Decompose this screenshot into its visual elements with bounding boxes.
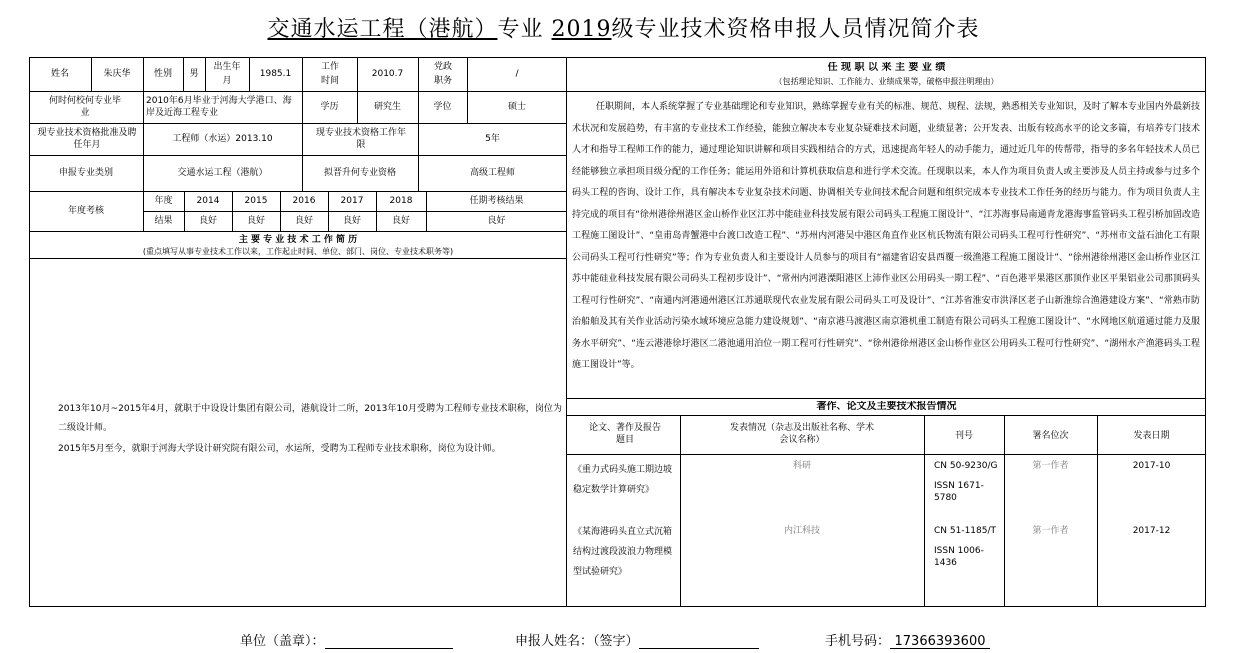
- value-current-years: 5年: [485, 134, 500, 144]
- label-education: 学历: [320, 102, 339, 112]
- phone-value: 17366393600: [890, 634, 990, 649]
- value-party: /: [515, 69, 519, 79]
- pub-header-issn: 刊号: [954, 431, 973, 441]
- label-name: 姓名: [50, 69, 69, 79]
- unit-label: 单位（盖章）：: [240, 634, 325, 649]
- pub-issn-issn: ISSN 1006-1436: [934, 546, 984, 568]
- pub-issn-issn: ISSN 1671-5780: [934, 481, 984, 503]
- phone-label: 手机号码：: [825, 634, 891, 649]
- annual-result: 良好: [391, 216, 410, 226]
- label-birth: 出生年月: [213, 62, 241, 86]
- annual-result: 良好: [246, 216, 265, 226]
- pub-header-journal: 发表情况（杂志及出版社名称、学术会议名称）: [729, 423, 874, 445]
- pub-rank: 第一作者: [1032, 461, 1069, 471]
- work-history-title: 主 要 专 业 技 术 工 作 简 历: [238, 235, 358, 245]
- page-title: [0, 12, 1247, 43]
- pub-paper: 《重力式码头施工期边坡稳定数学计算研究》: [573, 465, 673, 495]
- label-current-years: 现专业技术资格工作年限: [316, 128, 406, 150]
- title-tail: 级专业技术资格申报人员情况简介表: [611, 17, 980, 42]
- value-name: 朱庆华: [103, 69, 131, 79]
- label-party: 党政职务: [433, 62, 452, 86]
- value-term-result: 良好: [487, 216, 506, 226]
- annual-year: 2016: [292, 196, 316, 206]
- work-entry: 2013年10月~2015年4月，就职于中设设计集团有限公司，港航设计二所，2013年10月受聘为工程师专业技术职称，岗位为二级设计师。: [58, 404, 562, 433]
- pub-date: 2017-10: [1132, 461, 1171, 471]
- value-degree: 硕士: [507, 102, 526, 112]
- annual-year: 2014: [196, 196, 220, 206]
- pub-header-rank: 署名位次: [1032, 431, 1069, 441]
- unit-signature-line[interactable]: [325, 634, 453, 649]
- label-gender: 性别: [153, 69, 172, 79]
- value-work-time: 2010.7: [371, 69, 404, 79]
- label-current-title: 现专业技术资格批准及聘任年月: [37, 128, 137, 150]
- performance-title: 任 现 职 以 来 主 要 业 绩: [827, 62, 946, 73]
- value-apply-category: 交通水运工程（港航）: [177, 168, 268, 178]
- title-org: 交通水运工程（港航）: [267, 17, 498, 42]
- footer-applicant: [515, 630, 759, 649]
- performance-paragraph: 任职期间，本人系统掌握了专业基础理论和专业知识，熟练掌握专业有关的标准、规范、规程、法规，熟悉相关专业知识，及时了解本专业国内外最新技术状况和发展趋势，有丰富的专业技术工作经验，能独立解决本专业复杂疑难技术问题，业绩显著；公开发表、出版有较高水平的论文多篇，有培养专门技术人才和指导工程师工作的能力，通过理论知识讲解和项目实践相结合的方式，迅速提高年轻人的动手能力，通过近几年的传帮带，指导的多名年轻技术人员已经能够独立承担项目级分配的工作任务；能运用外语和计算机获取信息和进行学术交流。任现职以来，本人作为项目负责人或主要涉及人员主持或参与过多个码头工程的咨询、设计工作，具有解决本专业复杂技术问题、协调相关专业间技术配合问题和组织完成本专业技术工作任务的经历与能力。作为项目负责人主持完成的项目有“徐州港徐州港区金山桥作业区江苏中能硅业科技发展有限公司码头工程施工图设计”、“江苏海事局南通青龙港海事监管码头工程引桥加固改造工程施工图设计”、“皇甫岛青蟹港中台渡口改造工程”、“苏州内河港吴中港区角直作业区杭氏物流有限公司码头工程可行性研究”、“苏州市文益石油化工有限公司码头工程可行性研究”等；作为专业负责人和主要设计人员参与的项目有“福建省诏安县西覆一级渔港工程施工图设计”、“徐州港徐州港区金山桥作业区江苏中能硅业科技发展有限公司码头工程初步设计”、“常州内河港溧阳港区上沛作业区公用码头一期工程”、“百色港平果港区那顶作业区平果铝业公司那顶码头工程可行性研究”、“南通内河港通州港区江苏通联现代农业发展有限公司码头工可及设计”、“江苏省淮安市洪泽区老子山新淮综合渔港建设方案”、“常熟市防治船舶及其有关作业活动污染水域环境应急能力建设规划”、“南京港马渡港区南京港机重工制造有限公司码头工程施工图设计”、“水网地区航道通过能力及服务水平研究”、“连云港港徐圩港区二港池通用泊位一期工程可行性研究”、“徐州港徐州港区金山桥作业区公用码头工程可行性研究”、“湖州水产渔港码头工程施工图设计”等。: [572, 102, 1200, 370]
- label-result: 结果: [154, 216, 173, 226]
- pub-header-date: 发表日期: [1133, 431, 1170, 441]
- label-term-result: 任期考核结果: [469, 196, 524, 206]
- label-school: 何时何校何专业毕业: [48, 96, 121, 118]
- title-mid: 专业: [497, 17, 544, 42]
- pub-issn-cn: CN 51-1185/T: [934, 526, 997, 536]
- applicant-label: 申报人姓名：（签字）: [515, 634, 639, 649]
- work-history-body: [58, 400, 562, 459]
- label-year: 年度: [154, 196, 173, 206]
- pub-journal: 内江科技: [783, 526, 820, 536]
- annual-year: 2018: [389, 196, 413, 206]
- value-school: 2010年6月毕业于河海大学港口、海岸及近海工程专业: [146, 96, 292, 118]
- label-apply-level: 拟晋升何专业资格: [323, 168, 396, 178]
- performance-note: （包括理论知识、工作能力、业绩成果等，破格申报注明理由）: [774, 77, 999, 86]
- pub-header-paper: 论文、著作及报告题目: [588, 423, 661, 445]
- label-degree: 学位: [433, 102, 452, 112]
- label-annual: 年度考核: [67, 206, 104, 216]
- performance-body: [572, 97, 1200, 385]
- annual-year: 2015: [244, 196, 268, 206]
- footer-phone: [825, 630, 990, 649]
- applicant-signature-line[interactable]: [639, 634, 759, 649]
- label-work-time: 工作时间: [320, 62, 339, 86]
- publications-title: 著作、论文及主要技术报告情况: [816, 401, 957, 412]
- value-birth: 1985.1: [259, 69, 292, 79]
- pub-date: 2017-12: [1132, 526, 1171, 536]
- value-gender: 男: [189, 69, 199, 79]
- value-education: 研究生: [373, 102, 401, 112]
- pub-paper: 《某海港码头直立式沉箱结构过渡段波浪力物理模型试验研究》: [573, 527, 673, 577]
- annual-result: 良好: [342, 216, 361, 226]
- title-year: 2019: [551, 17, 612, 42]
- annual-result: 良好: [198, 216, 217, 226]
- label-apply-category: 申报专业类别: [58, 168, 113, 178]
- annual-year: 2017: [340, 196, 364, 206]
- work-entry: 2015年5月至今，就职于河海大学设计研究院有限公司，水运所，受聘为工程师专业技术职称，岗位为设计师。: [58, 444, 501, 454]
- pub-journal: 科研: [792, 461, 811, 471]
- footer-unit: [240, 630, 453, 649]
- pub-issn-cn: CN 50-9230/G: [934, 461, 998, 471]
- pub-rank: 第一作者: [1032, 526, 1069, 536]
- value-apply-level: 高级工程师: [469, 168, 515, 178]
- value-current-title: 工程师（水运）2013.10: [172, 134, 273, 144]
- work-history-note: (重点填写从事专业技术工作以来，工作起止时间、单位、部门、岗位、专业技术职务等): [142, 247, 454, 256]
- annual-result: 良好: [294, 216, 313, 226]
